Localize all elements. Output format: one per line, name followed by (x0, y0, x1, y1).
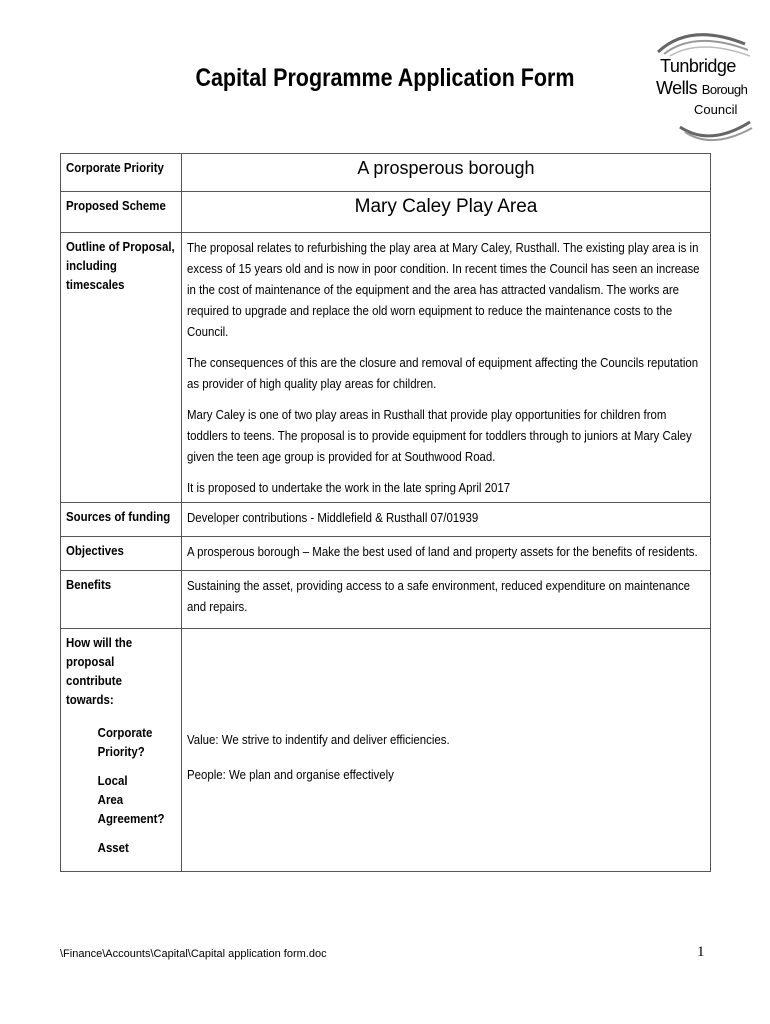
page-number: 1 (697, 944, 705, 960)
footer-file-path: \Finance\Accounts\Capital\Capital application form.doc (60, 948, 327, 960)
row-proposed-scheme (61, 192, 711, 233)
corporate-priority-sub-label: Corporate Priority? (97, 725, 153, 759)
row-sources-of-funding (61, 503, 711, 537)
objectives-value: A prosperous borough – Make the best used of land and property assets for the benefits of residents. (182, 537, 711, 571)
row-contribution (61, 629, 711, 872)
corporate-priority-label: Corporate Priority (61, 154, 182, 192)
benefits-label: Benefits (61, 571, 182, 629)
outline-label: Outline of Proposal, including timescales (61, 233, 182, 503)
objectives-label: Objectives (61, 537, 182, 571)
proposed-scheme-label: Proposed Scheme (61, 192, 182, 233)
local-area-agreement-sub-label: Local Area Agreement? (97, 773, 165, 826)
row-outline (61, 233, 711, 503)
row-objectives (61, 537, 711, 571)
logo-text-line3: Council (694, 102, 738, 117)
application-form-table (60, 153, 711, 872)
outline-paragraph: The consequences of this are the closure and removal of equipment affecting the Councils reputation as provider of high quality play areas for children. (187, 355, 699, 391)
page-title: Capital Programme Application Form (195, 64, 575, 92)
row-benefits (61, 571, 711, 629)
asset-sub-label: Asset (97, 840, 129, 855)
outline-paragraph: It is proposed to undertake the work in the late spring April 2017 (187, 480, 511, 495)
logo-text-line2 (656, 78, 747, 99)
sources-value: Developer contributions - Middlefield & Rusthall 07/01939 (182, 503, 711, 537)
contribution-label: How will the proposal contribute towards: Corporate Priority? Local Area Agreement? Asset (61, 629, 182, 872)
council-logo (650, 22, 760, 152)
outline-value (182, 233, 711, 503)
outline-paragraph: Mary Caley is one of two play areas in Rusthall that provide play opportunities for children from toddlers to teens. The proposal is to provide equipment for toddlers through to juniors at Mary Caley given the teen age group is provided for at Southwood Road. (187, 407, 692, 464)
contribution-value-local: People: We plan and organise effectively (187, 767, 394, 782)
contribution-value-corporate: Value: We strive to indentify and deliver efficiencies. (187, 732, 450, 747)
logo-text-borough: Borough (701, 82, 748, 97)
logo-text-line1: Tunbridge (660, 56, 736, 76)
benefits-value: Sustaining the asset, providing access to a safe environment, reduced expenditure on maintenance and repairs. (182, 571, 711, 629)
corporate-priority-value: A prosperous borough (182, 154, 711, 192)
contribution-value (182, 629, 711, 872)
logo-text-wells: Wells (656, 78, 698, 98)
row-corporate-priority (61, 154, 711, 192)
proposed-scheme-value: Mary Caley Play Area (182, 192, 711, 233)
sources-label: Sources of funding (61, 503, 182, 537)
outline-paragraph: The proposal relates to refurbishing the play area at Mary Caley, Rusthall. The existing play area is in excess of 15 years old and is now in poor condition. In recent times the Council has seen an increase in the cost of maintenance of the equipment and the area has attracted vandalism. The works are required to upgrade and replace the old worn equipment to reduce the maintenance costs to the Council. (187, 240, 700, 339)
